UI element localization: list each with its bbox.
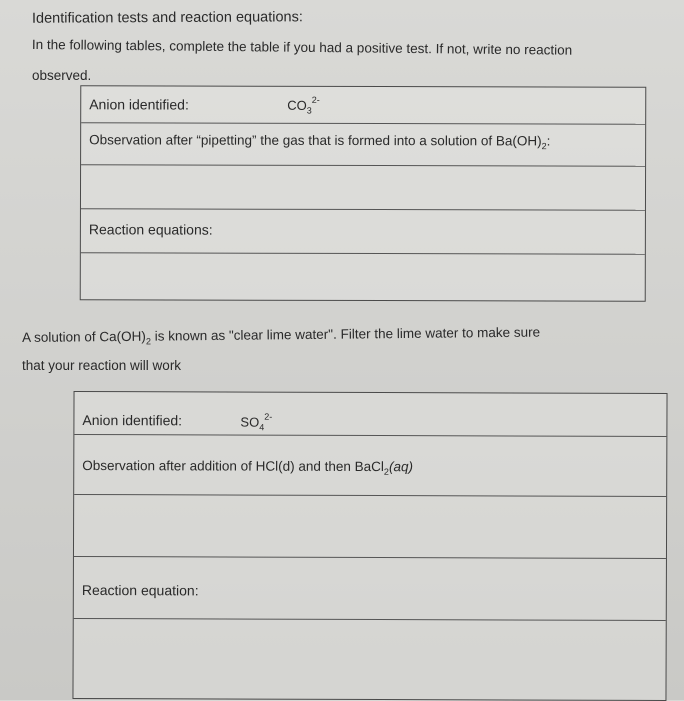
equation-answer-row <box>73 618 665 700</box>
sulfate-formula: $SO_4^{2-}$ <box>240 411 273 433</box>
sulfate-test-table <box>72 391 667 701</box>
lime-water-note-line-1: A solution of $Ca(OH)_2$ is known as "clear lime water". Filter the lime water to make sure <box>22 324 541 347</box>
instructions-line-2: observed. <box>32 68 92 83</box>
anion-row <box>74 392 666 436</box>
anion-identified-label: Anion identified: <box>82 411 183 429</box>
anion-identified-label: Anion identified: <box>89 96 189 113</box>
reaction-equation-label: Reaction equation: <box>81 581 199 599</box>
observation-answer-row <box>74 494 666 558</box>
equations-row <box>81 208 645 253</box>
observation-label: Observation after addition of HCl(d) and then BaCl$_2$(aq) <box>82 457 414 477</box>
instructions-line-1: In the following tables, complete the table if you had a positive test. If not, write no reaction <box>31 37 573 58</box>
page-heading: Identification tests and reaction equations: <box>31 9 303 27</box>
carbonate-test-table <box>80 85 647 301</box>
carbonate-formula: $CO_3^{2-}$ <box>287 94 320 116</box>
observation-answer-row <box>81 164 645 209</box>
anion-row <box>81 86 645 123</box>
observation-label: Observation after “pipetting” the gas that is formed into a solution of $Ba(OH)_2$: <box>89 132 551 152</box>
observation-row <box>74 434 666 496</box>
observation-row <box>81 122 645 165</box>
lime-water-note-line-2: that your reaction will work <box>22 358 182 373</box>
equations-answer-row <box>81 252 645 300</box>
equation-row <box>74 556 666 620</box>
reaction-equations-label: Reaction equations: <box>88 221 213 238</box>
